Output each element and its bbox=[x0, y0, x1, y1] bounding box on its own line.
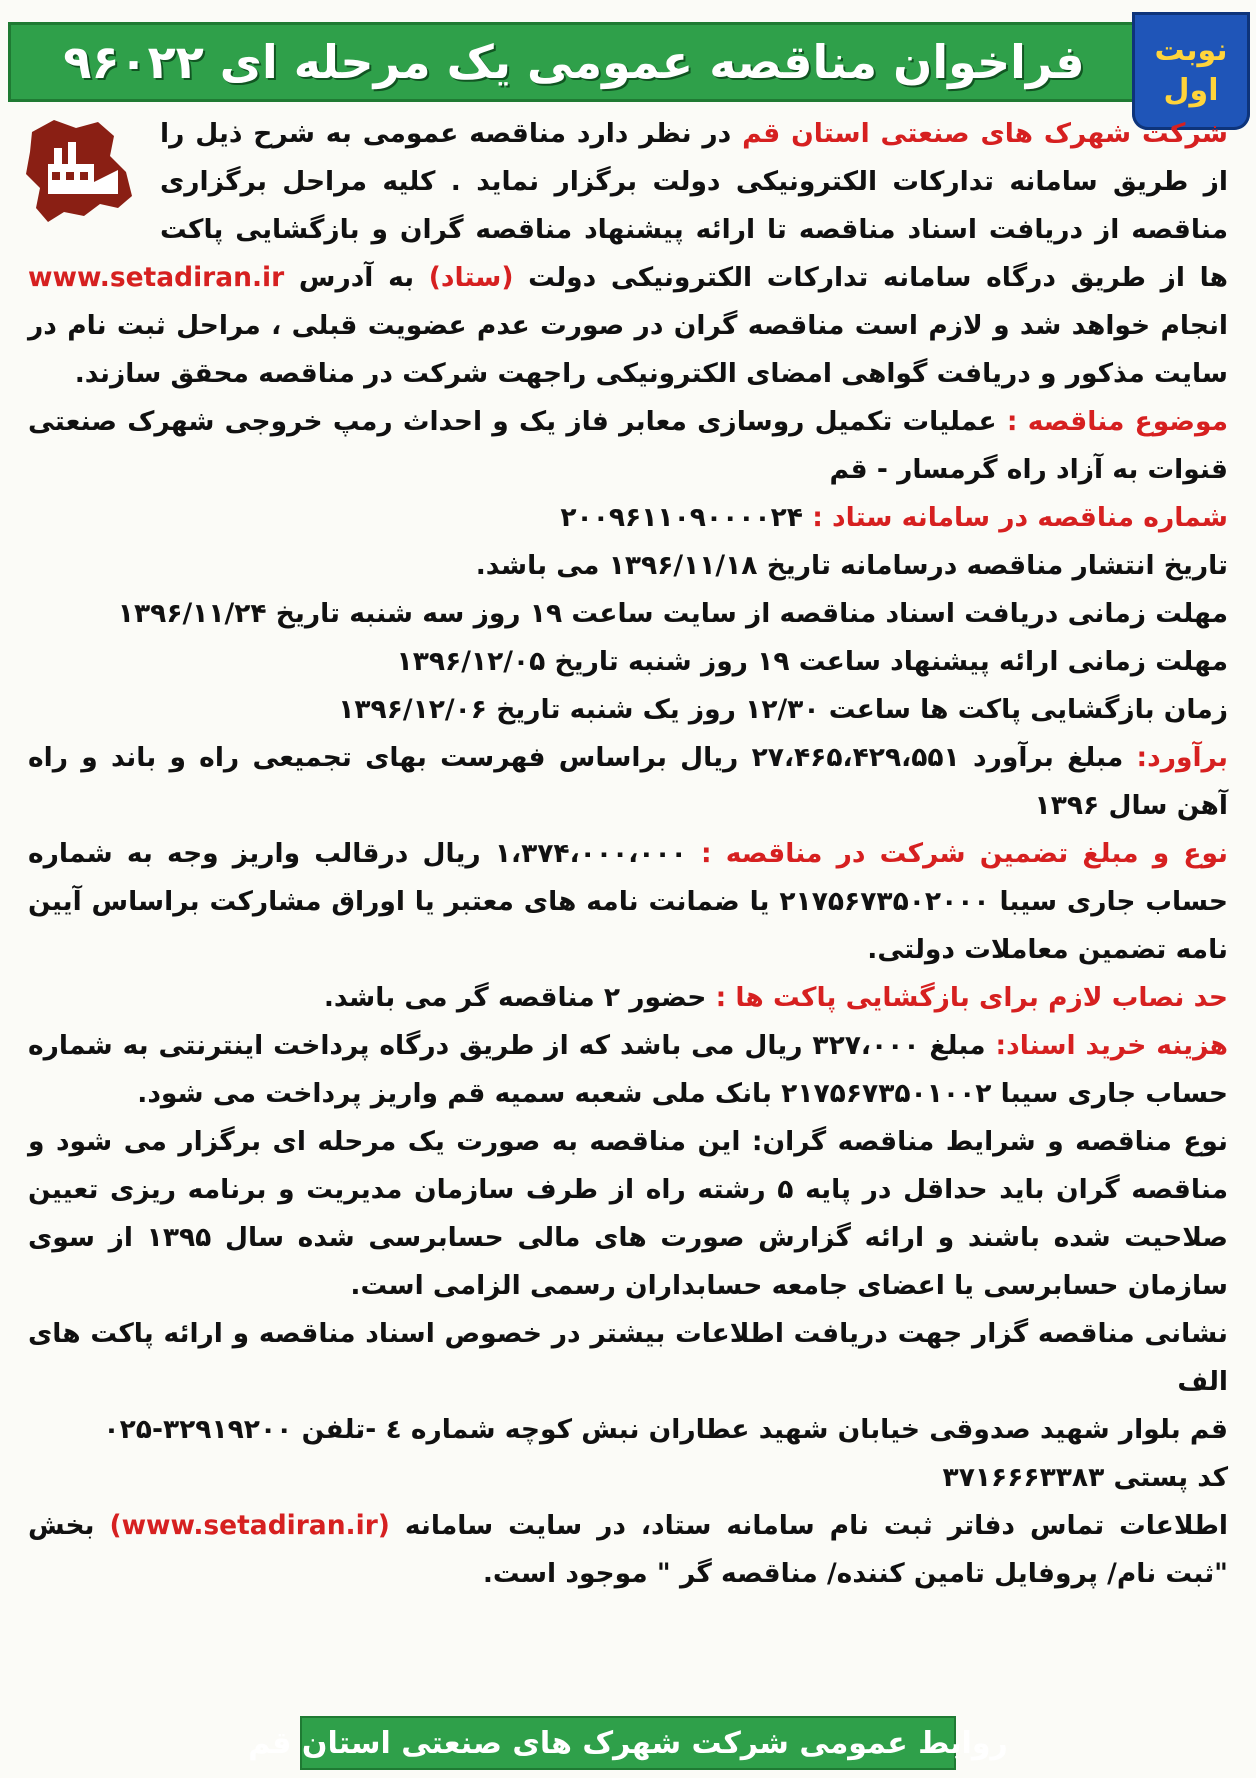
guarantee-label: نوع و مبلغ تضمین شرکت در مناقصه : bbox=[700, 838, 1229, 869]
address-line-2: قم بلوار شهید صدوقی خیابان شهید عطاران نبش کوچه شماره ٤ -تلفن ۳۲۹۱۹۲۰۰-۰۲۵ bbox=[103, 1414, 1228, 1445]
contact-text-1: اطلاعات تماس دفاتر ثبت نام سامانه ستاد، در سایت سامانه bbox=[389, 1510, 1228, 1541]
badge-label-top: نوبت bbox=[1154, 33, 1228, 68]
tender-number-label: شماره مناقصه در سامانه ستاد : bbox=[812, 502, 1228, 533]
postal-code-line: کد پستی ۳۷۱۶۶۶۳۳۸۳ bbox=[942, 1462, 1228, 1493]
setad-label: (ستاد) bbox=[428, 262, 514, 293]
contact-text-2: بخش "ثبت نام/ پروفایل تامین کننده/ مناقصه گر " موجود است. bbox=[28, 1510, 1228, 1589]
contact-link[interactable]: (www.setadiran.ir) bbox=[109, 1510, 390, 1541]
quorum-value: حضور ۲ مناقصه گر می باشد. bbox=[323, 982, 716, 1013]
tender-number-line bbox=[28, 494, 1228, 542]
intro-paragraph bbox=[28, 110, 1228, 398]
subject-paragraph bbox=[28, 398, 1228, 494]
logo-spacer bbox=[28, 110, 160, 250]
publish-date-line: تاریخ انتشار مناقصه درسامانه تاریخ ۱۳۹۶/۱۱/۱۸ می باشد. bbox=[475, 550, 1228, 581]
company-name: شرکت شهرک های صنعتی استان قم bbox=[742, 118, 1228, 149]
guarantee-value: ۱،۳۷۴،۰۰۰،۰۰۰ ریال درقالب واریز وجه به شماره حساب جاری سیبا ۲۱۷۵۶۷۳۵۰۲۰۰۰ یا ضمانت نامه های معتبر یا اوراق مشارکت براساس آیین نامه تضمین معاملات دولتی. bbox=[28, 838, 1228, 965]
intro-text-2: به آدرس bbox=[284, 262, 429, 293]
offer-deadline-line: مهلت زمانی ارائه پیشنهاد ساعت ۱۹ روز شنبه تاریخ ۱۳۹۶/۱۲/۰۵ bbox=[396, 646, 1228, 677]
tender-number-value: ۲۰۰۹۶۱۱۰۹۰۰۰۰۲۴ bbox=[560, 502, 813, 533]
ad-body bbox=[28, 110, 1228, 1598]
doc-fee-label: هزینه خرید اسناد: bbox=[995, 1030, 1228, 1061]
quorum-line bbox=[28, 974, 1228, 1022]
footer-banner bbox=[248, 1716, 1008, 1770]
estimate-value: مبلغ برآورد ۲۷،۴۶۵،۴۲۹،۵۵۱ ریال براساس فهرست بهای تجمیعی راه و باند و راه آهن سال ۱۳۹۶ bbox=[28, 742, 1228, 821]
docs-deadline-line: مهلت زمانی دریافت اسناد مناقصه از سایت ساعت ۱۹ روز سه شنبه تاریخ ۱۳۹۶/۱۱/۲۴ bbox=[117, 598, 1228, 629]
contact-paragraph bbox=[28, 1502, 1228, 1598]
opening-time-line: زمان بازگشایی پاکت ها ساعت ۱۲/۳۰ روز یک شنبه تاریخ ۱۳۹۶/۱۲/۰۶ bbox=[338, 694, 1228, 725]
intro-text-3: انجام خواهد شد و لازم است مناقصه گران در صورت عدم عضویت قبلی ، مراحل ثبت نام در سایت مذکور و دریافت گواهی امضای الکترونیکی راجهت شرکت در مناقصه محقق سازند. bbox=[28, 310, 1228, 389]
address-line-1: نشانی مناقصه گزار جهت دریافت اطلاعات بیشتر در خصوص اسناد مناقصه و ارائه پاکت های الف bbox=[28, 1318, 1228, 1397]
doc-fee-paragraph bbox=[28, 1022, 1228, 1118]
ad-title: فراخوان مناقصه عمومی یک مرحله ای ۹۶۰۲۲ bbox=[63, 35, 1085, 89]
subject-value: عملیات تکمیل روسازی معابر فاز یک و احداث رمپ خروجی شهرک صنعتی قنوات به آزاد راه گرمسار - قم bbox=[28, 406, 1228, 485]
guarantee-paragraph bbox=[28, 830, 1228, 974]
setad-link[interactable]: www.setadiran.ir bbox=[28, 262, 285, 293]
subject-label: موضوع مناقصه : bbox=[1006, 406, 1229, 437]
conditions-paragraph: نوع مناقصه و شرایط مناقصه گران: این مناقصه به صورت یک مرحله ای برگزار می شود و مناقصه گران باید حداقل در پایه ۵ رشته راه از طرف سازمان مدیریت و برنامه ریزی تعیین صلاحیت شده باشند و ارائه گزارش صورت های مالی حسابرسی شده سال ۱۳۹۵ از سوی سازمان حسابرسی یا اعضای جامعه حسابداران رسمی الزامی است. bbox=[28, 1126, 1229, 1301]
estimate-line bbox=[28, 734, 1228, 830]
badge-label-bottom: اول bbox=[1163, 73, 1219, 108]
intro-text-1: در نظر دارد مناقصه عمومی به شرح ذیل را از طریق سامانه تدارکات الکترونیکی دولت برگزار نماید . کلیه مراحل برگزاری مناقصه از دریافت اسناد مناقصه تا ارائه پیشنهاد مناقصه گران و بازگشایی پاکت ها از طریق درگاه سامانه تدارکات الکترونیکی دولت bbox=[160, 118, 1228, 293]
footer-text: روابط عمومی شرکت شهرک های صنعتی استان قم bbox=[248, 1725, 1008, 1761]
title-banner bbox=[8, 22, 1140, 102]
quorum-label: حد نصاب لازم برای بازگشایی پاکت ها : bbox=[715, 982, 1228, 1013]
doc-fee-value: مبلغ ۳۲۷،۰۰۰ ریال می باشد که از طریق درگاه پرداخت اینترنتی به شماره حساب جاری سیبا ۲۱۷۵۶۷۳۵۰۱۰۰۲ بانک ملی شعبه سمیه قم واریز پرداخت می شود. bbox=[28, 1030, 1228, 1109]
estimate-label: برآورد: bbox=[1136, 742, 1228, 773]
